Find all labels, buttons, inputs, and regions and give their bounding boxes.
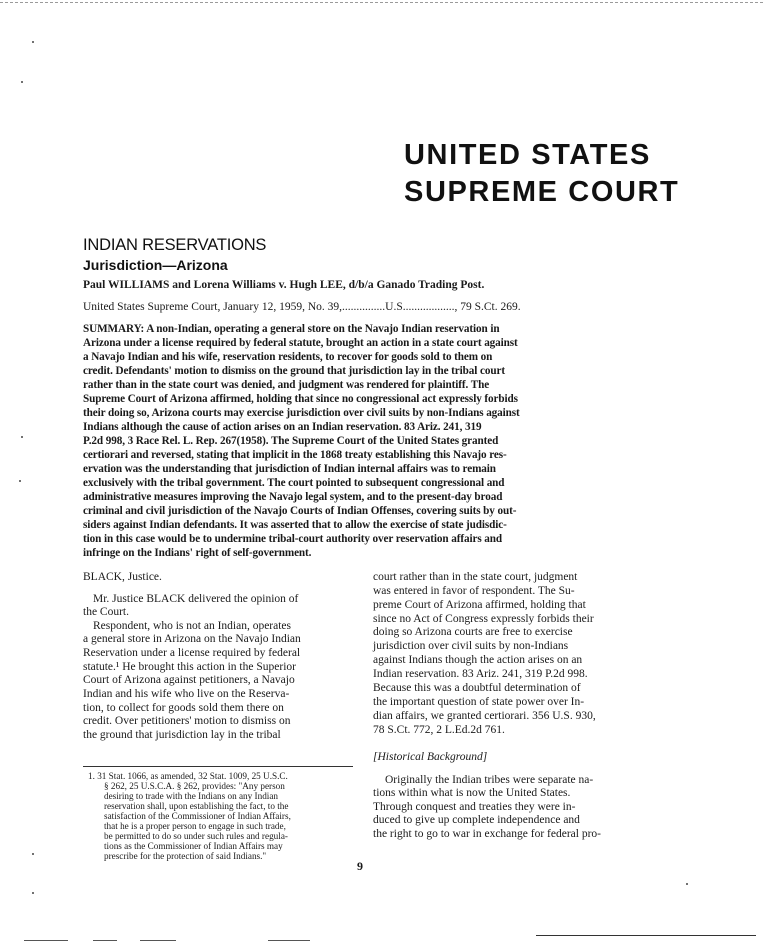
footnote-line: desiring to trade with the Indians on any Indian [104, 791, 279, 801]
summary-line: SUMMARY: A non-Indian, operating a general store on the Navajo Indian reservation in [83, 323, 500, 335]
summary-line: infringe on the Indians' right of self-government. [83, 547, 312, 559]
page-title-line-1: UNITED STATES [404, 139, 651, 171]
left-column-line: Reservation under a license required by federal [83, 647, 301, 659]
summary-line: rather than in the state court was denied, and judgment was rendered for plaintiff. The [83, 379, 490, 391]
section-subheading: Jurisdiction—Arizona [83, 257, 228, 273]
section-heading: INDIAN RESERVATIONS [83, 236, 267, 254]
right-column-line: preme Court of Arizona affirmed, holding that [373, 599, 586, 611]
opinion-author: BLACK, Justice. [83, 571, 162, 583]
summary-line: siders against Indian defendants. It was asserted that to allow the exercise of state judisdic- [83, 519, 507, 531]
section-heading-historical: [Historical Background] [373, 751, 488, 763]
footnote-line: 1. 31 Stat. 1066, as amended, 32 Stat. 1009, 25 U.S.C. [88, 771, 288, 781]
right-column-line: duced to give up complete independence and [373, 814, 580, 826]
summary-line: exclusively with the tribal government. The court pointed to subsequent congressional and [83, 477, 505, 489]
right-column-line: Originally the Indian tribes were separate na- [385, 774, 594, 786]
footnote-line: that he is a proper person to engage in such trade, [104, 821, 286, 831]
right-column-line: 78 S.Ct. 772, 2 L.Ed.2d 761. [373, 724, 505, 736]
scan-speck [21, 81, 23, 83]
right-column-line: the right to go to war in exchange for federal pro- [373, 828, 601, 840]
left-column-line: tion, to collect for goods sold them there on [83, 702, 284, 714]
right-column-line: Indian reservation. 83 Ariz. 241, 319 P.2d 998. [373, 668, 588, 680]
summary-line: their doing so, Arizona courts may exercise jurisdiction over civil suits by non-Indians against [83, 407, 520, 419]
footnote-line: satisfaction of the Commissioner of Indian Affairs, [104, 811, 291, 821]
summary-line: credit. Defendants' motion to dismiss on the ground that jurisdiction lay in the tribal court [83, 365, 505, 377]
footnote-line: prescribe for the protection of said Indians." [104, 851, 267, 861]
summary-line: Supreme Court of Arizona affirmed, holding that since no congressional act expressly forbids [83, 393, 518, 405]
scan-rule [93, 940, 117, 941]
summary-line: certiorari and reversed, stating that implicit in the 1868 treaty establishing this Navajo res- [83, 449, 507, 461]
summary-line: a Navajo Indian and his wife, reservation residents, to recover for goods sold to them on [83, 351, 493, 363]
scan-rule [24, 940, 68, 941]
right-column-line: was entered in favor of respondent. The Su- [373, 585, 575, 597]
right-column-line: jurisdiction over civil suits by non-Indians [373, 640, 569, 652]
scan-rule [140, 940, 176, 941]
left-column-line: Court of Arizona against petitioners, a Navajo [83, 674, 295, 686]
scan-rule [536, 935, 756, 936]
scan-speck [32, 41, 34, 43]
summary-line: P.2d 998, 3 Race Rel. L. Rep. 267(1958). The Supreme Court of the United States granted [83, 435, 499, 447]
right-column-line: doing so Arizona courts are free to exercise [373, 626, 573, 638]
left-column-line: credit. Over petitioners' motion to dismiss on [83, 715, 291, 727]
footnote-rule [83, 766, 353, 767]
summary-line: criminal and civil jurisdiction of the Navajo Courts of Indian Offenses, covering suits by out- [83, 505, 517, 517]
footnote-line: reservation shall, upon establishing the fact, to the [104, 801, 289, 811]
left-column-line: the ground that jurisdiction lay in the tribal [83, 729, 281, 741]
right-column-line: against Indians though the action arises on an [373, 654, 583, 666]
scan-speck [686, 883, 688, 885]
right-column-line: the important question of state power over In- [373, 696, 585, 708]
right-column-line: since no Act of Congress expressly forbids their [373, 613, 594, 625]
top-scan-border [0, 2, 763, 3]
case-citation: United States Supreme Court, January 12, 1959, No. 39,...............U.S.................., 79 S.Ct. 269. [83, 301, 521, 313]
left-column-line: Indian and his wife who live on the Reserva- [83, 688, 290, 700]
left-column-line: Respondent, who is not an Indian, operates [93, 620, 292, 632]
summary-line: tion in this case would be to undermine tribal-court authority over reservation affairs and [83, 533, 503, 545]
footnote-line: § 262, 25 U.S.C.A. § 262, provides: "Any person [104, 781, 285, 791]
right-column-line: court rather than in the state court, judgment [373, 571, 578, 583]
case-name: Paul WILLIAMS and Lorena Williams v. Hugh LEE, d/b/a Ganado Trading Post. [83, 279, 485, 291]
left-column-line: Mr. Justice BLACK delivered the opinion of [93, 593, 299, 605]
page-number: 9 [357, 859, 363, 873]
scan-speck [21, 436, 23, 438]
scan-rule [268, 940, 310, 941]
left-column-line: the Court. [83, 606, 129, 618]
left-column-line: a general store in Arizona on the Navajo Indian [83, 633, 301, 645]
scan-speck [32, 892, 34, 894]
footnote-line: be permitted to do so under such rules and regula- [104, 831, 288, 841]
summary-line: ervation was the understanding that jurisdiction of Indian internal affairs was to remain [83, 463, 496, 475]
page-title-line-2: SUPREME COURT [404, 176, 680, 208]
right-column-line: Because this was a doubtful determination of [373, 682, 581, 694]
summary-line: Arizona under a license required by federal statute, brought an action in a state court against [83, 337, 518, 349]
right-column-line: tions within what is now the United States. [373, 787, 571, 799]
right-column-line: dian affairs, we granted certiorari. 356 U.S. 930, [373, 710, 596, 722]
right-column-line: Through conquest and treaties they were in- [373, 801, 576, 813]
summary-line: administrative measures improving the Navajo legal system, and to the present-day broad [83, 491, 503, 503]
scan-speck [19, 480, 21, 482]
scan-speck [32, 853, 34, 855]
left-column-line: statute.¹ He brought this action in the Superior [83, 661, 296, 673]
footnote-line: tions as the Commissioner of Indian Affairs may [104, 841, 283, 851]
summary-line: Indians although the cause of action arises on an Indian reservation. 83 Ariz. 241, 319 [83, 421, 482, 433]
